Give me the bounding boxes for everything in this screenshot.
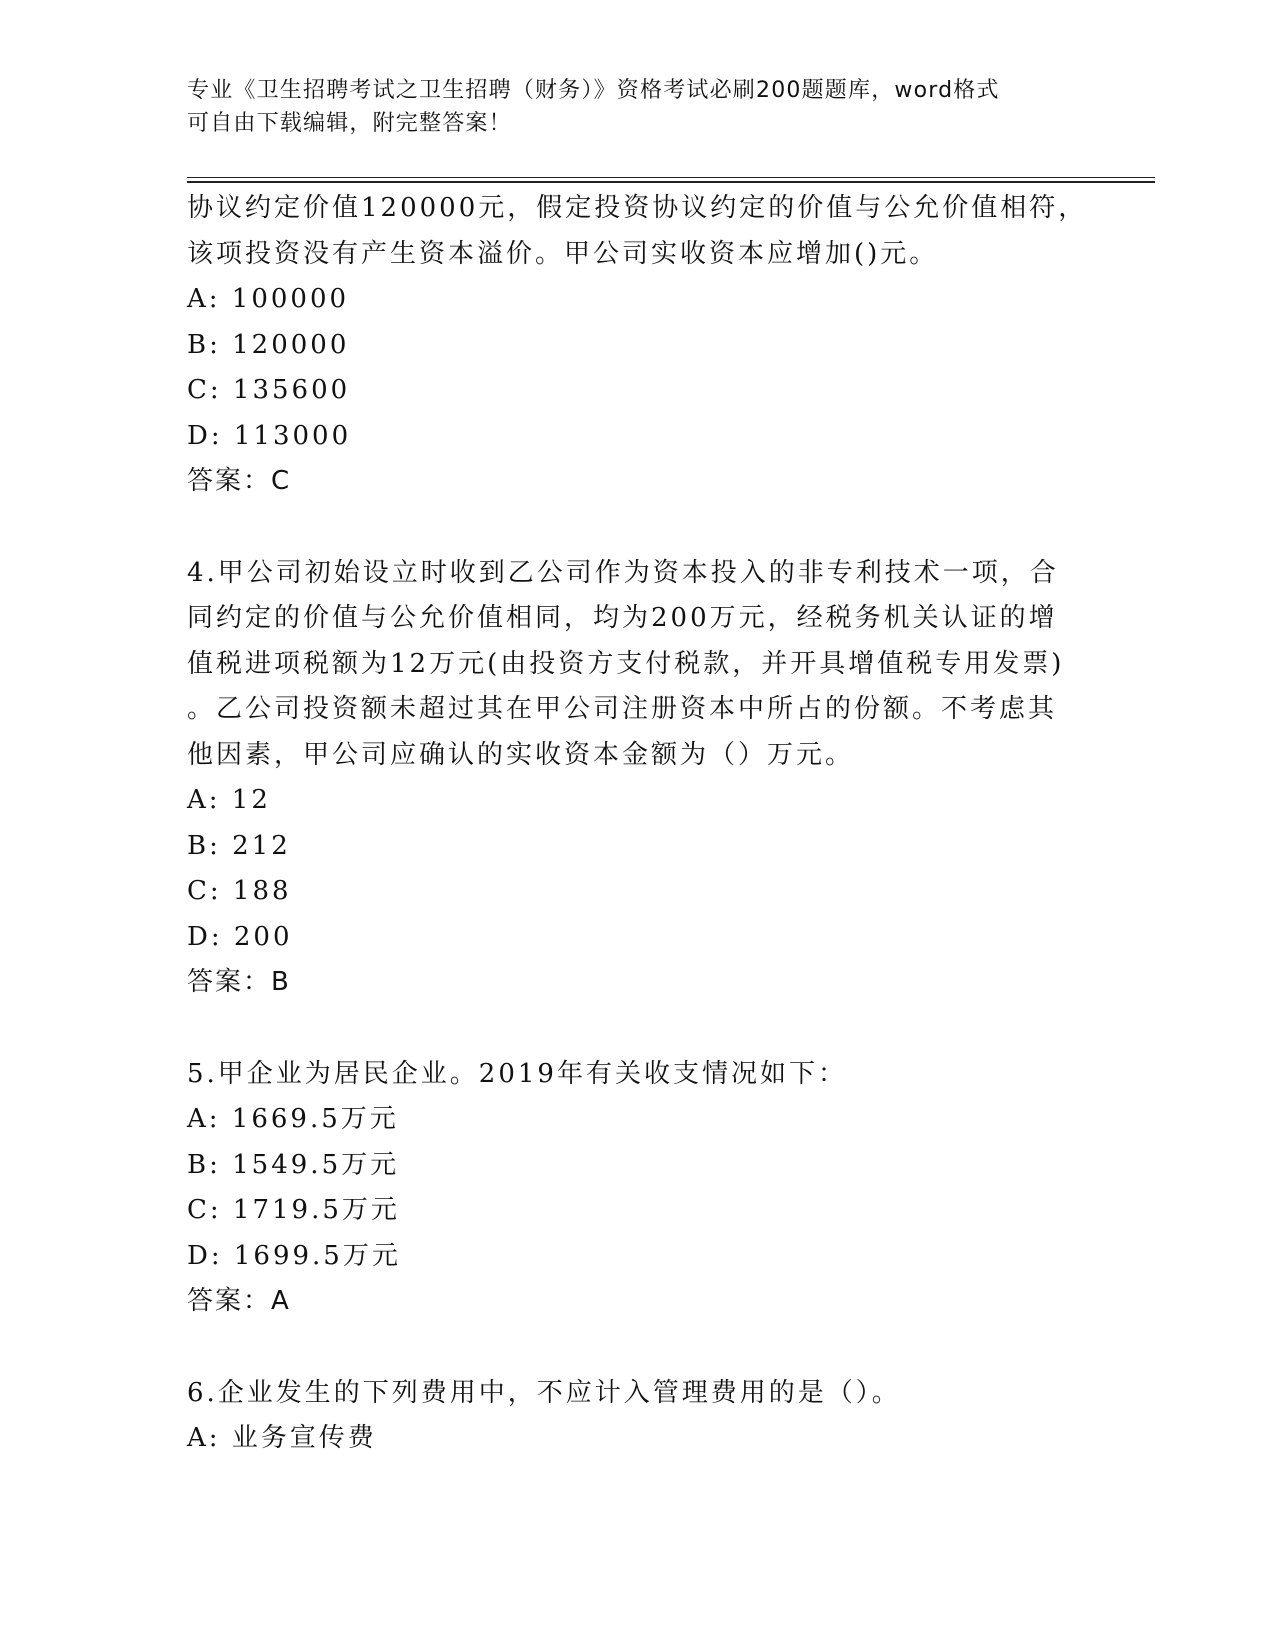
option-d: D: 1699.5万元 [187,1240,401,1271]
question-text-line: 5.甲企业为居民企业。2019年有关收支情况如下： [187,1058,847,1089]
question-3-continued [187,186,1117,505]
option-b: B: 212 [187,830,291,861]
question-text-line: 值税进项税额为12万元(由投资方支付税款，并开具增值税专用发票) [187,648,1065,679]
option-d: D: 113000 [187,420,352,451]
document-body [187,186,1117,1462]
option-a: A: 1669.5万元 [187,1104,399,1134]
question-text-line: 4.甲公司初始设立时收到乙公司作为资本投入的非专利技术一项，合 [187,557,1059,588]
header-line-2: 可自由下载编辑，附完整答案！ [187,111,512,136]
question-text-line: 协议约定价值120000元，假定投资协议约定的价值与公允价值相符， [187,193,1088,223]
question-4 [187,551,1117,1006]
answer: 答案：C [187,466,292,496]
option-b: B: 120000 [187,329,350,360]
question-text-line: 他因素，甲公司应确认的实收资本金额为（）万元。 [187,739,855,770]
option-c: C: 135600 [187,375,351,405]
answer: 答案：B [187,967,291,997]
header-divider-thin [187,177,1155,178]
question-text-line: 6.企业发生的下列费用中，不应计入管理费用的是（）。 [187,1377,901,1408]
question-5 [187,1052,1117,1325]
option-a: A: 12 [187,785,271,815]
question-text-line: 。乙公司投资额未超过其在甲公司注册资本中所占的份额。不考虑其 [187,694,1058,724]
question-text-line: 同约定的价值与公允价值相同，均为200万元，经税务机关认证的增 [187,603,1058,633]
header-divider-thick [187,181,1155,183]
question-6 [187,1371,1117,1462]
document-header [187,74,1087,140]
option-c: C: 1719.5万元 [187,1195,400,1225]
option-a: A: 业务宣传费 [187,1423,377,1453]
option-d: D: 200 [187,921,293,952]
option-c: C: 188 [187,876,292,906]
header-line-1: 专业《卫生招聘考试之卫生招聘（财务）》资格考试必刷200题题库，word格式 [187,78,1000,103]
answer: 答案：A [187,1286,291,1316]
option-b: B: 1549.5万元 [187,1149,400,1180]
question-text-line: 该项投资没有产生资本溢价。甲公司实收资本应增加()元。 [187,238,939,269]
option-a: A: 100000 [187,284,350,314]
